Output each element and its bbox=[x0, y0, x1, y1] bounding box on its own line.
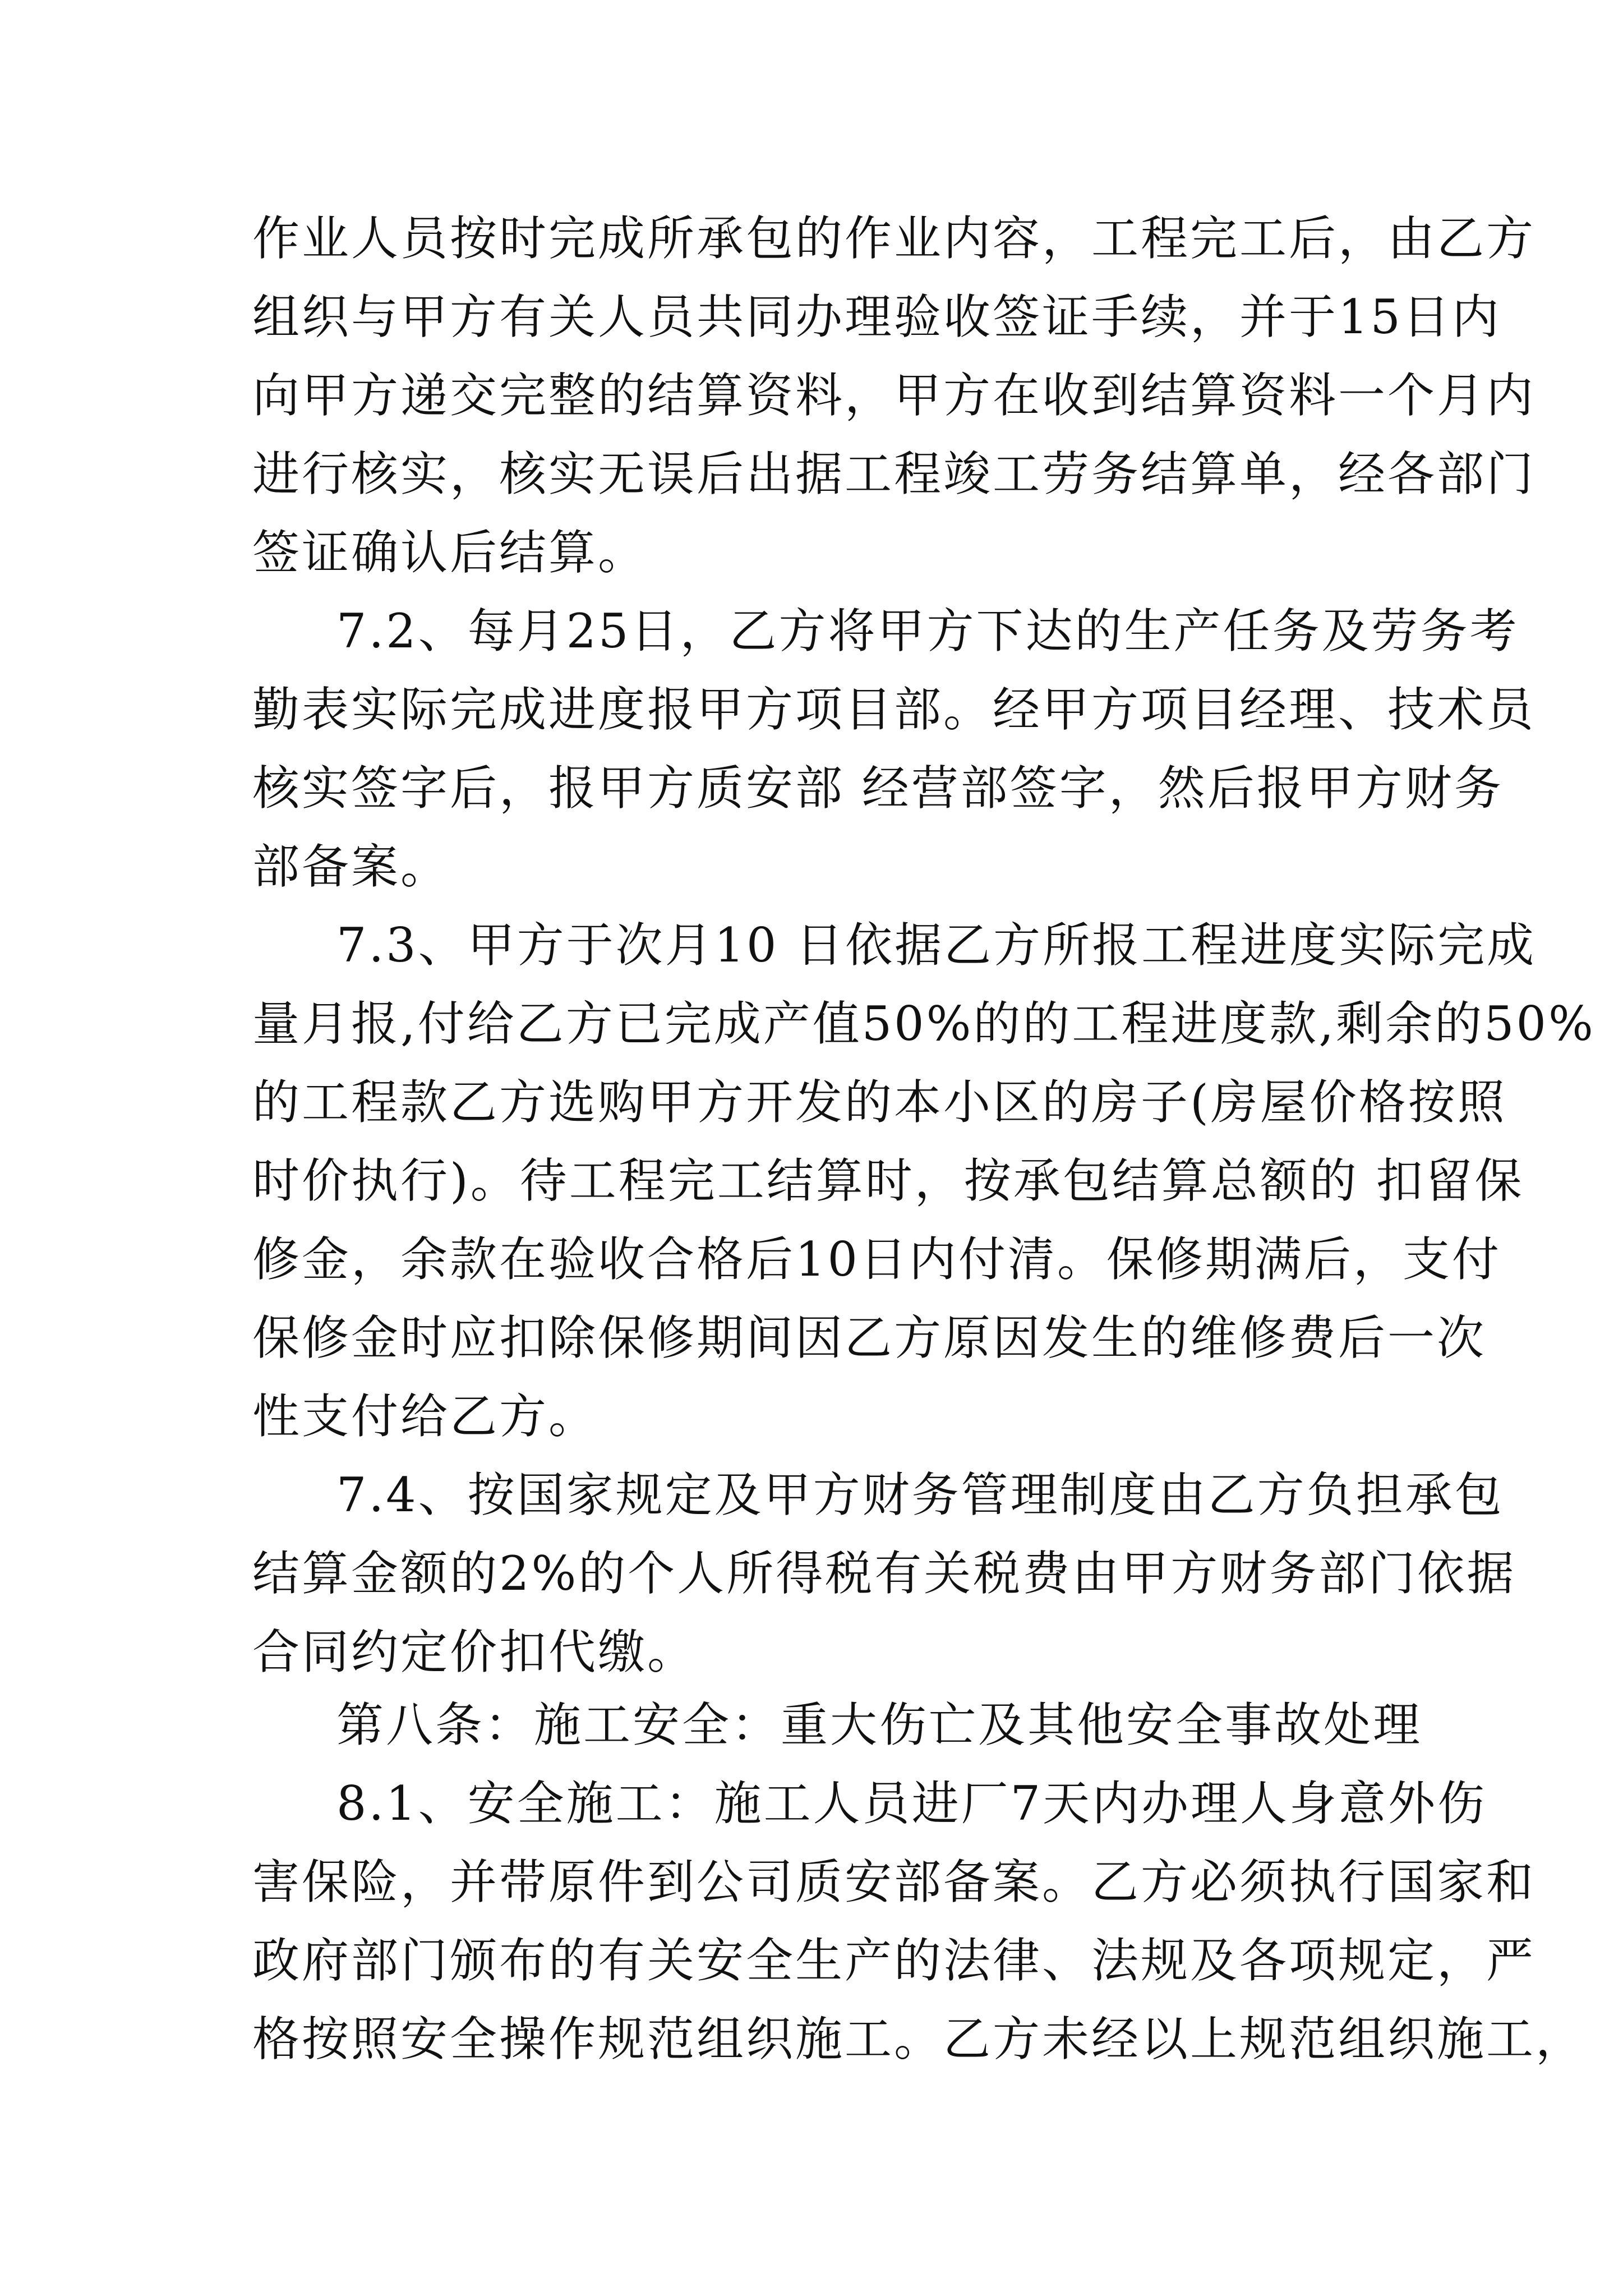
text-line: 勤表实际完成进度报甲方项目部。经甲方项目经理、技术员 bbox=[252, 682, 1536, 737]
text-line: 保修金时应扣除保修期间因乙方原因发生的维修费后一次 bbox=[252, 1310, 1487, 1365]
text-line: 政府部门颁布的有关安全生产的法律、法规及各项规定，严 bbox=[252, 1933, 1536, 1988]
text-line: 时价执行)。待工程完工结算时，按承包结算总额的 扣留保 bbox=[252, 1153, 1524, 1208]
text-line: 签证确认后结算。 bbox=[252, 525, 648, 580]
paragraph-7-4-start: 7.4、按国家规定及甲方财务管理制度由乙方负担承包 bbox=[336, 1467, 1504, 1522]
text-line: 向甲方递交完整的结算资料，甲方在收到结算资料一个月内 bbox=[252, 368, 1536, 423]
text-line: 结算金额的2%的个人所得税有关税费由甲方财务部门依据 bbox=[252, 1546, 1516, 1601]
text-line: 进行核实，核实无误后出据工程竣工劳务结算单，经各部门 bbox=[252, 447, 1536, 501]
text-line: 作业人员按时完成所承包的作业内容，工程完工后，由乙方 bbox=[252, 211, 1536, 266]
text-line: 格按照安全操作规范组织施工。乙方未经以上规范组织施工， bbox=[252, 2012, 1585, 2067]
text-line: 核实签字后，报甲方质安部 经营部签字，然后报甲方财务 bbox=[252, 761, 1504, 816]
text-line: 的工程款乙方选购甲方开发的本小区的房子(房屋价格按照 bbox=[252, 1075, 1507, 1130]
section-8-heading: 第八条：施工安全：重大伤亡及其他安全事故处理 bbox=[336, 1697, 1423, 1752]
text-line: 修金，余款在验收合格后10日内付清。保修期满后，支付 bbox=[252, 1232, 1501, 1287]
text-line: 合同约定价扣代缴。 bbox=[252, 1625, 697, 1680]
text-line: 组织与甲方有关人员共同办理验收签证手续，并于15日内 bbox=[252, 289, 1501, 344]
text-line: 害保险，并带原件到公司质安部备案。乙方必须执行国家和 bbox=[252, 1855, 1536, 1910]
text-line: 性支付给乙方。 bbox=[252, 1389, 598, 1444]
paragraph-7-3-start: 7.3、甲方于次月10 日依据乙方所报工程进度实际完成 bbox=[336, 918, 1537, 973]
text-line: 部备案。 bbox=[252, 839, 450, 894]
paragraph-7-2-start: 7.2、每月25日，乙方将甲方下达的生产任务及劳务考 bbox=[336, 604, 1519, 659]
text-line: 量月报,付给乙方已完成产值50%的的工程进度款,剩余的50% bbox=[252, 996, 1596, 1051]
paragraph-8-1-start: 8.1、安全施工：施工人员进厂7天内办理人身意外伤 bbox=[336, 1776, 1487, 1831]
